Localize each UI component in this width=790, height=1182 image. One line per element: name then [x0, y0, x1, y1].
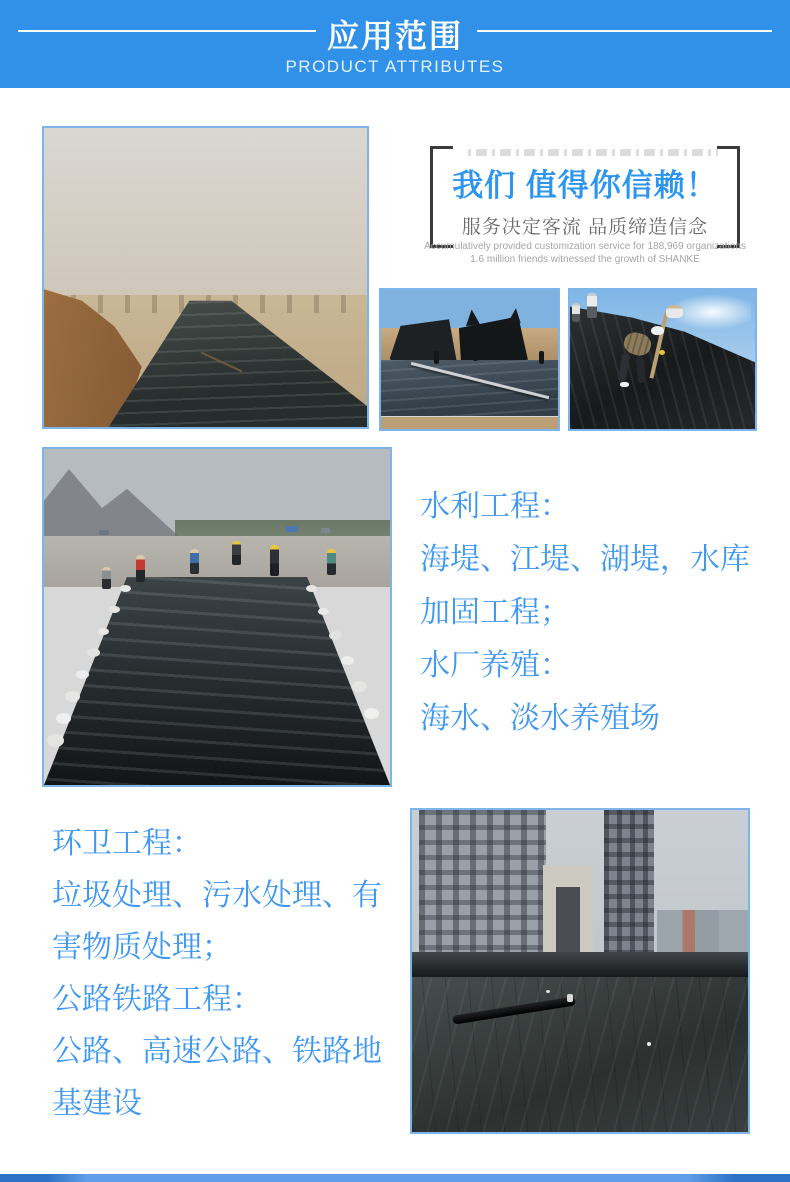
photo2-vehicle [286, 526, 298, 532]
footer-accent-bar [0, 1174, 790, 1182]
photo2-sandbags-left [120, 585, 131, 592]
photo3-shaft-door [556, 887, 580, 961]
promo-english-line1: Accumulatively provided customization service for 188,969 organizations [424, 241, 746, 252]
photo2-worker-blue [190, 549, 199, 574]
channel-liner-photo [42, 126, 369, 429]
photoA-worker3 [539, 351, 544, 364]
san-line-1: 环卫工程： [52, 827, 202, 860]
photo2-vehicle2 [321, 528, 330, 533]
photo2-liner-sheen [44, 577, 390, 785]
photoB-standing-person [587, 293, 597, 318]
photo2-worker-dark [270, 545, 279, 576]
photo2-worker-gray [102, 567, 111, 589]
promo-subheadline: 服务决定客流 品质缔造信念 [461, 217, 709, 238]
san-line-3: 害物质处理； [52, 931, 232, 964]
photoB-sitting-person [666, 305, 683, 318]
photoB-yellow-glove [659, 350, 665, 355]
san-line-6: 基建设 [52, 1087, 142, 1120]
photoA-worker2 [473, 348, 478, 361]
san-line-4: 公路铁路工程： [52, 983, 262, 1016]
water-line-1: 水利工程： [420, 490, 570, 523]
promo-english-line2: 1.6 million friends witnessed the growth of SHANKE [470, 254, 700, 265]
promo-headline: 我们 值得你信赖！ [452, 168, 718, 203]
water-line-2: 海堤、江堤、湖堤，水库 [420, 543, 750, 576]
photo3-parapet [412, 952, 748, 978]
water-line-4: 水厂养殖： [420, 649, 570, 682]
photoA-floor-sheen [381, 360, 558, 417]
photo3-building-tall [604, 810, 654, 952]
rooftop-membrane-photo [410, 808, 750, 1134]
water-line-5: 海水、淡水养殖场 [420, 702, 660, 735]
photoA-sand-strip [381, 417, 558, 430]
installation-crew-photo [42, 447, 392, 787]
water-line-3: 加固工程； [420, 596, 570, 629]
photo3-vent-cap [567, 994, 573, 1002]
page-subtitle: PRODUCT ATTRIBUTES [285, 57, 505, 76]
photoB-worker-shoe [620, 382, 629, 387]
water-engineering-text [420, 480, 750, 745]
photoB-standing-person2 [572, 303, 580, 322]
sanitation-road-text [52, 818, 382, 1130]
photo3-membrane-creases [412, 977, 748, 1132]
photo2-vehicle3 [99, 530, 109, 535]
photo3-building-left [419, 810, 547, 958]
san-line-2: 垃圾处理、污水处理、有 [52, 879, 382, 912]
photo2-worker-red [136, 555, 145, 582]
section-header [0, 0, 790, 88]
photo2-worker-helmet [232, 541, 241, 565]
san-line-5: 公路、高速公路、铁路地 [52, 1035, 382, 1068]
photo2-worker-teal [327, 549, 336, 575]
clipped-text-fragment [468, 149, 718, 156]
slope-welding-photo [568, 288, 757, 431]
photoA-worker [434, 351, 439, 364]
page-title: 应用范围 [326, 18, 463, 54]
photoB-worker-hat [651, 326, 664, 335]
photo1-sky [44, 128, 367, 301]
photo3-city-skyline [657, 910, 748, 952]
photo2-sandbags-right [306, 585, 317, 592]
covered-stockpile-photo [379, 288, 560, 431]
photo3-debris-dot [647, 1042, 651, 1046]
